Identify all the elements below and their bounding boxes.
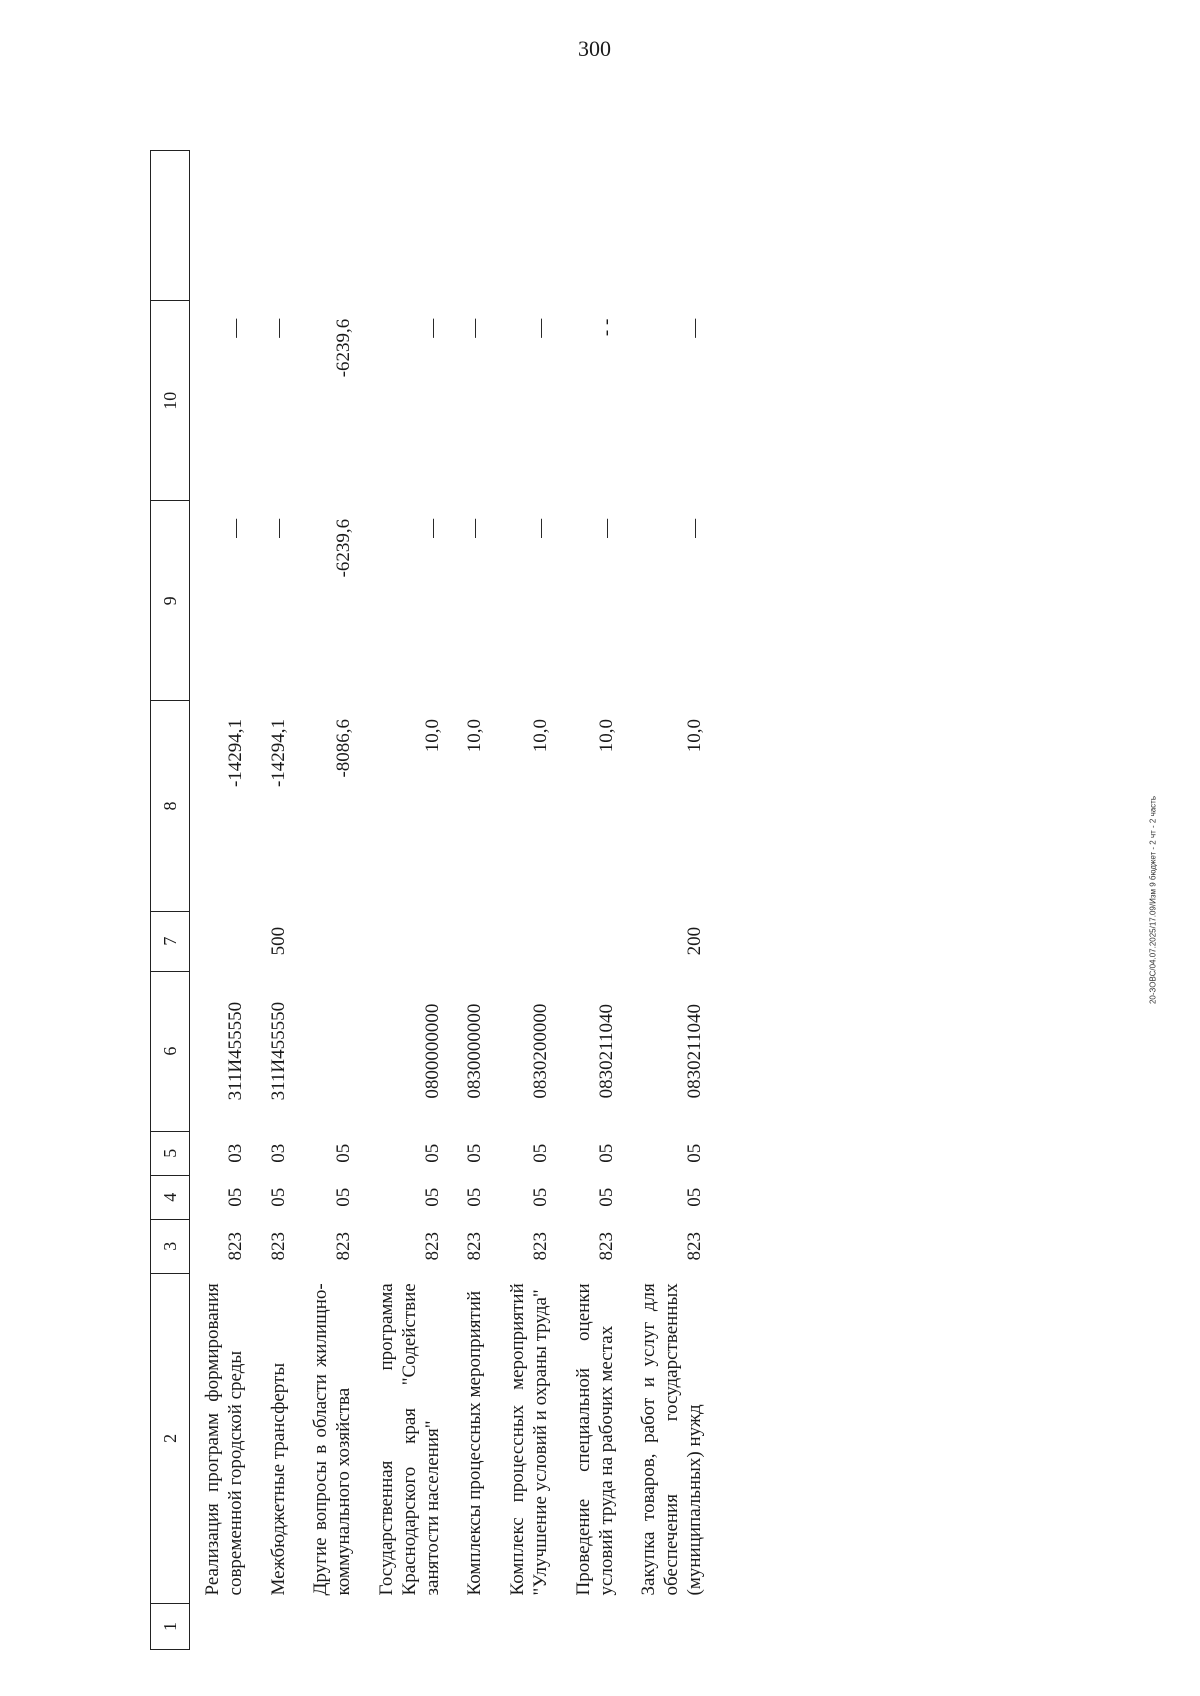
cell-col8: -14294,1 <box>267 718 289 788</box>
header-col-8: 8 <box>151 701 190 911</box>
cell-pad <box>256 1603 299 1649</box>
cell-vr: 500 <box>267 926 289 956</box>
table-row <box>452 151 495 1650</box>
cell-pad-end <box>190 151 256 301</box>
cell-csr: 311И455550 <box>224 1001 246 1101</box>
cell-rz: 05 <box>267 1187 289 1207</box>
cell-csr: 0830000000 <box>464 1003 486 1099</box>
header-col-6: 6 <box>151 971 190 1131</box>
cell-pad <box>298 1603 364 1649</box>
rotated-table-container <box>150 150 1110 1650</box>
cell-pr: 03 <box>267 1143 289 1163</box>
header-col-9: 9 <box>151 501 190 701</box>
cell-col10: — <box>683 318 705 338</box>
cell-col10: - - <box>595 318 617 337</box>
cell-rz: 05 <box>224 1187 246 1207</box>
budget-table <box>150 150 715 1650</box>
cell-vr <box>452 911 495 971</box>
header-col-10: 10 <box>151 301 190 501</box>
table-row <box>190 151 256 1650</box>
cell-col10: — <box>529 318 551 338</box>
page-number: 300 <box>578 36 611 61</box>
cell-col8: 10,0 <box>464 718 486 753</box>
cell-ved: 823 <box>421 1232 443 1261</box>
table-row <box>298 151 364 1650</box>
cell-pad-end <box>256 151 299 301</box>
cell-vr <box>561 911 627 971</box>
cell-csr: 0830211040 <box>683 1004 705 1099</box>
cell-vr <box>190 911 256 971</box>
table-row <box>256 151 299 1650</box>
cell-rz: 05 <box>464 1187 486 1207</box>
cell-rz: 05 <box>421 1187 443 1207</box>
cell-col9: -6239,6 <box>333 518 355 578</box>
cell-pr: 05 <box>529 1143 551 1163</box>
cell-pad-end <box>364 151 452 301</box>
cell-name: Другие вопросы в области жилищно-коммунального хозяйства <box>310 1283 355 1596</box>
cell-pad <box>364 1603 452 1649</box>
cell-pr: 05 <box>421 1143 443 1163</box>
cell-name: Закупка товаров, работ и услуг для обеспечения государственных (муниципальных) нужд <box>638 1283 705 1596</box>
cell-rz: 05 <box>333 1187 355 1207</box>
cell-col8: -8086,6 <box>333 718 355 778</box>
header-col-2: 2 <box>151 1273 190 1603</box>
cell-pad-end <box>561 151 627 301</box>
cell-csr: 0800000000 <box>421 1003 443 1099</box>
cell-ved: 823 <box>267 1232 289 1261</box>
table-row <box>364 151 452 1650</box>
cell-csr: 0830200000 <box>529 1003 551 1099</box>
cell-pad-end <box>495 151 561 301</box>
cell-col8: -14294,1 <box>224 718 246 788</box>
cell-pad <box>561 1603 627 1649</box>
cell-name: Государственная программа Краснодарского края "Содействие занятости населения" <box>375 1283 443 1596</box>
cell-csr: 311И455550 <box>267 1001 289 1101</box>
cell-pr: 05 <box>595 1143 617 1163</box>
cell-csr: 0830211040 <box>595 1004 617 1099</box>
cell-pr: 05 <box>464 1143 486 1163</box>
cell-col9: — <box>683 518 705 538</box>
cell-name: Межбюджетные трансферты <box>267 1362 289 1596</box>
cell-col9: — <box>224 518 246 538</box>
cell-col9: — <box>421 518 443 538</box>
cell-pad <box>190 1603 256 1649</box>
cell-col8: 10,0 <box>529 718 551 753</box>
cell-col8: 10,0 <box>683 718 705 753</box>
cell-pad-end <box>626 151 714 301</box>
cell-col10: — <box>224 318 246 338</box>
cell-ved: 823 <box>595 1232 617 1261</box>
cell-ved: 823 <box>464 1232 486 1261</box>
cell-col8: 10,0 <box>421 718 443 753</box>
cell-ved: 823 <box>683 1232 705 1261</box>
cell-pad <box>626 1603 714 1649</box>
cell-col8: 10,0 <box>595 718 617 753</box>
cell-col9: — <box>595 518 617 538</box>
cell-rz: 05 <box>595 1187 617 1207</box>
header-col-1: 1 <box>151 1603 190 1649</box>
cell-vr <box>364 911 452 971</box>
cell-pr: 05 <box>683 1143 705 1163</box>
cell-pr: 05 <box>333 1143 355 1163</box>
cell-pad <box>495 1603 561 1649</box>
cell-name: Комплекс процессных мероприятий "Улучшение условий и охраны труда" <box>507 1283 551 1596</box>
table-row <box>495 151 561 1650</box>
cell-vr <box>495 911 561 971</box>
header-col-7: 7 <box>151 911 190 971</box>
cell-ved: 823 <box>529 1232 551 1261</box>
header-col-11 <box>151 151 190 301</box>
cell-col10: -6239,6 <box>333 318 355 378</box>
cell-ved: 823 <box>333 1232 355 1261</box>
header-row <box>151 151 190 1650</box>
table-row <box>626 151 714 1650</box>
cell-rz: 05 <box>683 1187 705 1207</box>
header-col-3: 3 <box>151 1219 190 1273</box>
header-col-4: 4 <box>151 1175 190 1219</box>
cell-vr: 200 <box>683 926 705 956</box>
cell-vr <box>298 911 364 971</box>
cell-pad-end <box>298 151 364 301</box>
cell-pad <box>452 1603 495 1649</box>
cell-col10: — <box>267 318 289 338</box>
cell-col9: — <box>267 518 289 538</box>
cell-ved: 823 <box>224 1232 246 1261</box>
cell-name: Реализация программ формирования современной городской среды <box>202 1283 246 1596</box>
cell-rz: 05 <box>529 1187 551 1207</box>
cell-csr <box>298 971 364 1131</box>
cell-name: Проведение специальной оценки условий труда на рабочих местах <box>572 1283 617 1596</box>
cell-pad-end <box>452 151 495 301</box>
cell-col10: — <box>464 318 486 338</box>
table-row <box>561 151 627 1650</box>
cell-col9: — <box>464 518 486 538</box>
cell-col10: — <box>421 318 443 338</box>
header-col-5: 5 <box>151 1131 190 1175</box>
cell-col9: — <box>529 518 551 538</box>
footer-code: 20-ЗОВС/04.07.2025/17.09/Изм 9 бюджет - 2 чт - 2 часть <box>1148 795 1158 1005</box>
cell-name: Комплексы процессных мероприятий <box>464 1290 486 1596</box>
cell-pr: 03 <box>224 1143 246 1163</box>
